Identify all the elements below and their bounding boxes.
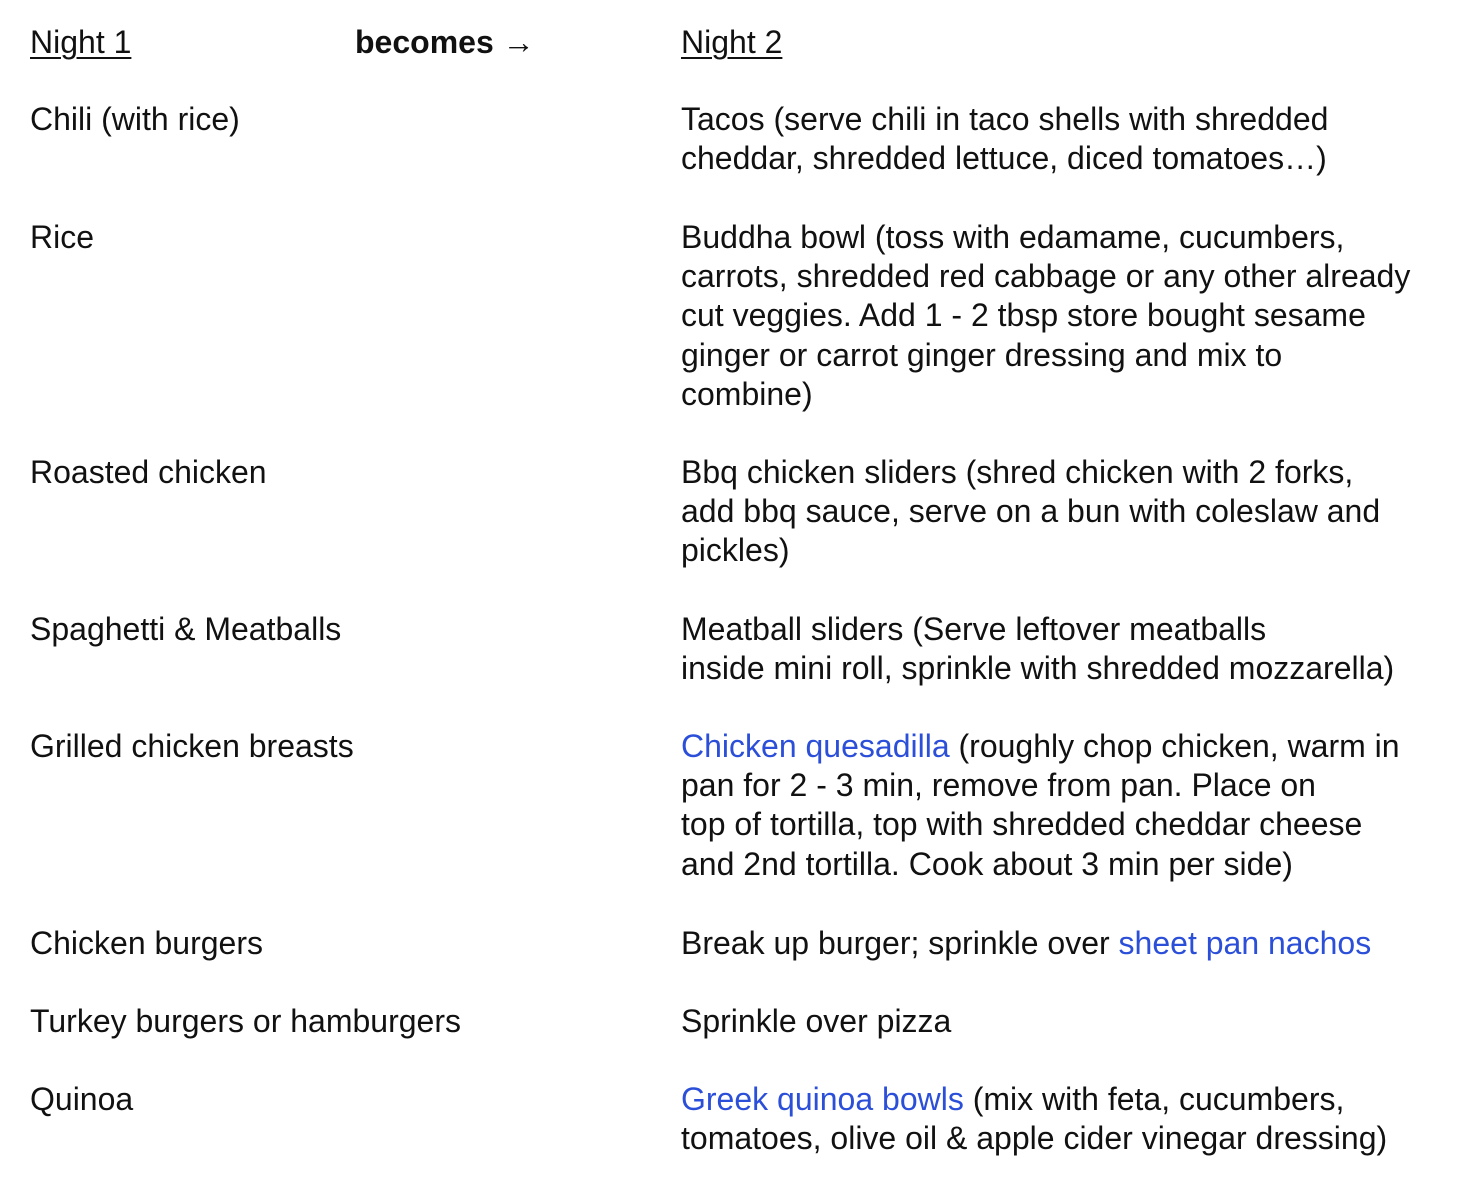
- night-2-text-line: pan for 2 - 3 min, remove from pan. Place on: [681, 767, 1316, 804]
- night-2-text-line: and 2nd tortilla. Cook about 3 min per side): [681, 845, 1293, 882]
- night-2-text-line: combine): [681, 375, 813, 412]
- night-2-text-line: Bbq chicken sliders (shred chicken with 2 forks,: [681, 454, 1354, 490]
- night-2-text-line: carrots, shredded red cabbage or any other already: [681, 258, 1411, 295]
- night-2-text-line: top of tortilla, top with shredded cheddar cheese: [681, 806, 1363, 843]
- night-1-dish: Spaghetti & Meatballs: [30, 611, 342, 647]
- night-2-text-line: [681, 727, 1461, 766]
- night-2-text-line: cheddar, shredded lettuce, diced tomatoes…): [681, 140, 1327, 177]
- night-2-text-line: [681, 1080, 1461, 1119]
- night-2-dish: [681, 924, 1461, 963]
- night-2-text-line: cut veggies. Add 1 - 2 tbsp store bought sesame: [681, 297, 1366, 334]
- night-1-dish: Rice: [30, 219, 95, 255]
- night-2-text-line: pickles): [681, 532, 790, 569]
- night-1-dish: Chicken burgers: [30, 925, 263, 961]
- night-2-dish: [681, 1080, 1461, 1158]
- night-2-dish: [681, 100, 1461, 178]
- night-2-heading: Night 2: [681, 24, 783, 60]
- night-2-text: Break up burger; sprinkle over: [681, 925, 1119, 961]
- night-2-text-line: [681, 924, 1461, 963]
- night-2-dish: [681, 727, 1461, 884]
- becomes-heading: becomes →: [355, 24, 535, 60]
- greek-quinoa-bowls-link[interactable]: Greek quinoa bowls: [681, 1081, 964, 1117]
- night-1-dish: Turkey burgers or hamburgers: [30, 1003, 461, 1039]
- night-1-dish: Roasted chicken: [30, 454, 267, 490]
- night-2-text-line: Sprinkle over pizza: [681, 1003, 952, 1039]
- night-2-text-line: inside mini roll, sprinkle with shredded mozzarella): [681, 650, 1395, 687]
- night-1-dish: Chili (with rice): [30, 101, 240, 137]
- night-2-dish: [681, 610, 1461, 688]
- night-2-text: (roughly chop chicken, warm in: [949, 728, 1400, 764]
- sheet-pan-nachos-link[interactable]: sheet pan nachos: [1118, 925, 1372, 961]
- night-2-text-line: ginger or carrot ginger dressing and mix to: [681, 336, 1283, 373]
- night-2-dish: [681, 1002, 1461, 1041]
- night-1-dish: Grilled chicken breasts: [30, 728, 354, 764]
- night-2-text-line: add bbq sauce, serve on a bun with coleslaw and: [681, 493, 1381, 530]
- night-2-text-line: Buddha bowl (toss with edamame, cucumbers,: [681, 219, 1345, 255]
- night-2-text-line: tomatoes, olive oil & apple cider vinegar dressing): [681, 1120, 1388, 1157]
- night-2-dish: [681, 453, 1461, 571]
- night-2-text-line: Tacos (serve chili in taco shells with shredded: [681, 101, 1329, 137]
- night-2-text-line: Meatball sliders (Serve leftover meatballs: [681, 611, 1267, 647]
- night-1-heading: Night 1: [30, 24, 132, 60]
- night-2-dish: [681, 218, 1461, 414]
- night-1-dish: Quinoa: [30, 1081, 134, 1117]
- chicken-quesadilla-link[interactable]: Chicken quesadilla: [681, 728, 950, 764]
- night-2-text: (mix with feta, cucumbers,: [963, 1081, 1345, 1117]
